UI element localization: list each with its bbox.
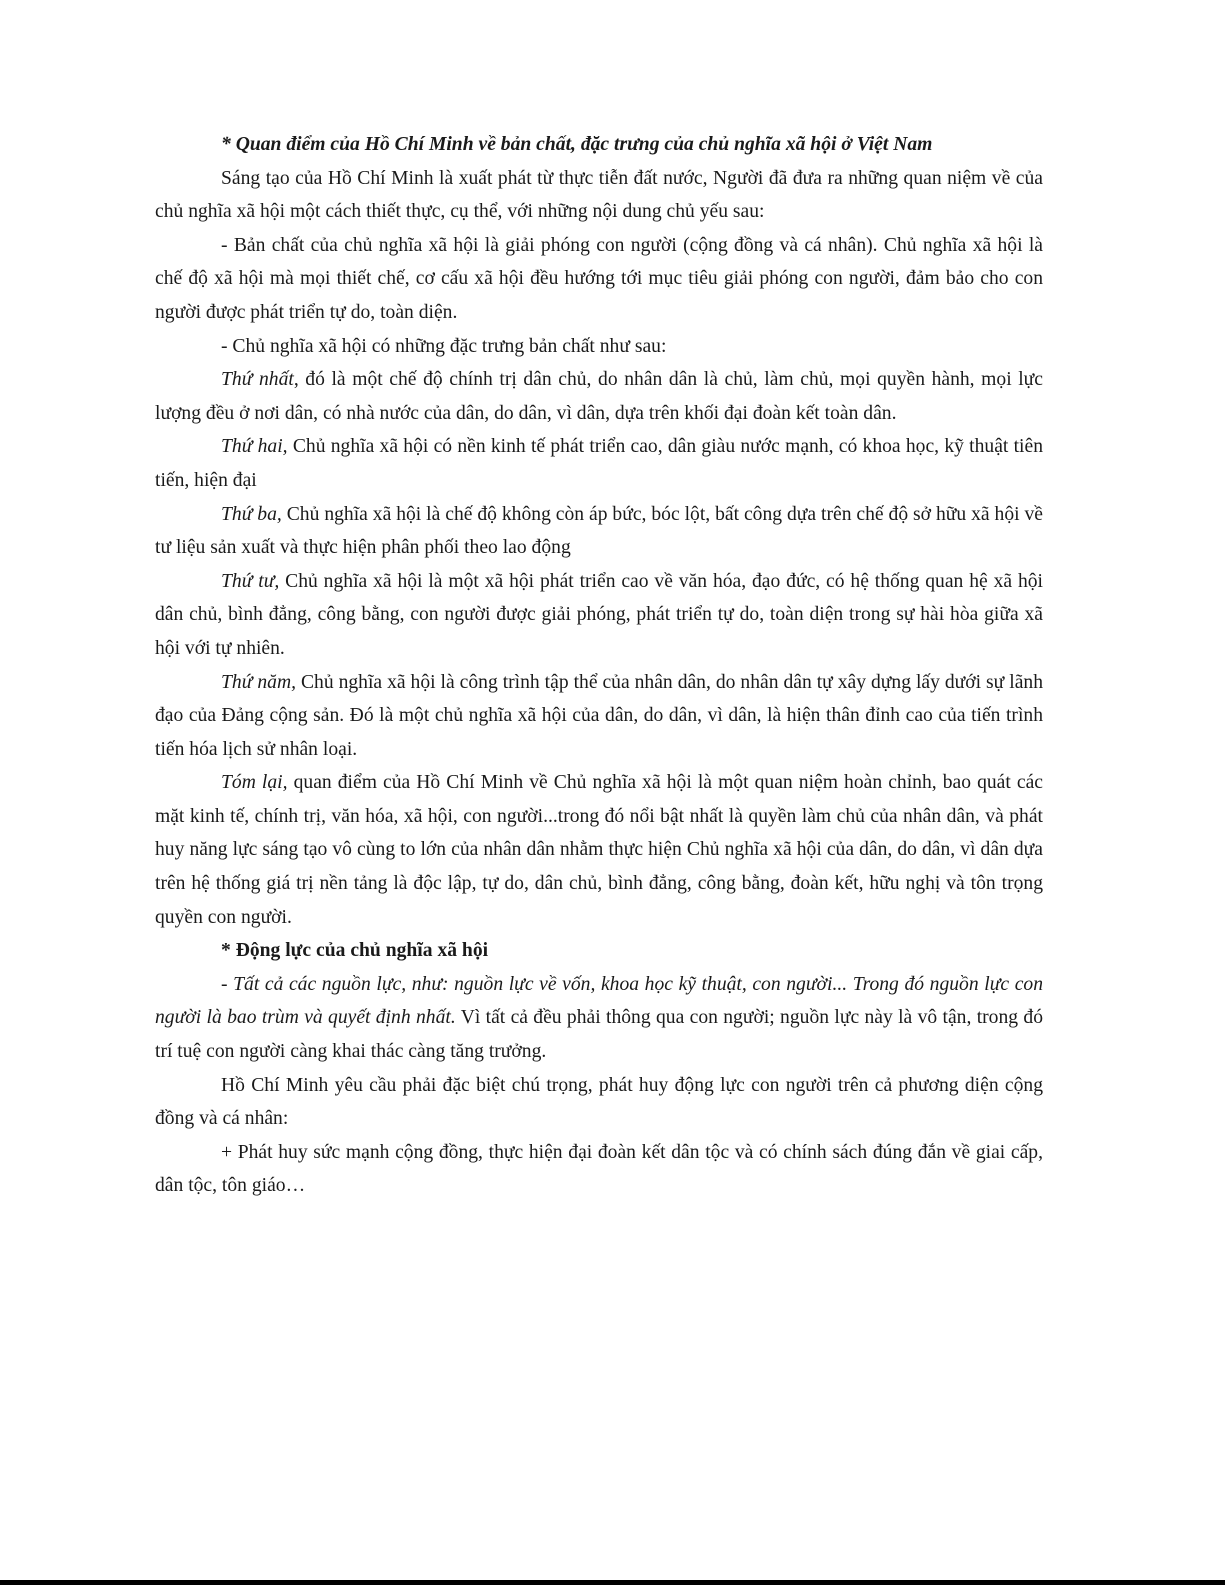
paragraph-features-intro: - Chủ nghĩa xã hội có những đặc trưng bản chất như sau:: [221, 335, 667, 357]
paragraph-requirement: Hồ Chí Minh yêu cầu phải đặc biệt chú trọng, phát huy động lực con người trên cả phương diện cộng đồng và cá nhân:: [155, 1074, 1043, 1130]
feature-third-lead: Thứ ba,: [221, 503, 282, 525]
feature-fourth: [155, 565, 1043, 666]
feature-second-text: Chủ nghĩa xã hội có nền kinh tế phát triển cao, dân giàu nước mạnh, có khoa học, kỹ thuật tiên tiến, hiện đại: [155, 436, 1043, 491]
feature-second-lead: Thứ hai,: [221, 436, 288, 458]
feature-first-lead: Thứ nhất: [221, 369, 294, 391]
paragraph-nature: - Bản chất của chủ nghĩa xã hội là giải phóng con người (cộng đồng và cá nhân). Chủ nghĩa xã hội là chế độ xã hội mà mọi thiết chế, cơ cấu xã hội đều hướng tới mục tiêu giải phóng con người, đảm bảo cho con người được phát triển tự do, toàn diện.: [155, 234, 1043, 323]
section-heading-motivation: * Động lực của chủ nghĩa xã hội: [221, 940, 489, 962]
feature-third-text: Chủ nghĩa xã hội là chế độ không còn áp bức, bóc lột, bất công dựa trên chế độ sở hữu xã hội về tư liệu sản xuất và thực hiện phân phối theo lao động: [155, 503, 1043, 559]
feature-third: [155, 498, 1043, 565]
paragraph-community: + Phát huy sức mạnh cộng đồng, thực hiện đại đoàn kết dân tộc và có chính sách đúng đắn về giai cấp, dân tộc, tôn giáo…: [155, 1141, 1043, 1197]
resources-italic: - Tất cả các nguồn lực, như: nguồn lực về vốn, khoa học kỹ thuật, con người... Trong đó nguồn lực con người là bao trùm và quyết định nhất.: [155, 973, 1043, 1029]
feature-first: [155, 363, 1043, 430]
document-page: [155, 128, 1043, 1203]
feature-first-text: , đó là một chế độ chính trị dân chủ, do nhân dân là chủ, làm chủ, mọi quyền hành, mọi lực lượng đều ở nơi dân, có nhà nước của dân, do dân, vì dân, dựa trên khối đại đoàn kết toàn dân.: [155, 369, 1043, 424]
resources-text: Vì tất cả đều phải thông qua con người; nguồn lực này là vô tận, trong đó trí tuệ con người càng khai thác càng tăng trưởng.: [155, 1007, 1044, 1063]
summary-lead: Tóm lại,: [221, 772, 288, 794]
page-bottom-border: [0, 1580, 1225, 1585]
feature-second: [155, 430, 1043, 497]
summary-text: quan điểm của Hồ Chí Minh về Chủ nghĩa xã hội là một quan niệm hoàn chỉnh, bao quát các mặt kinh tế, chính trị, văn hóa, xã hội, con người...trong đó nổi bật nhất là quyền làm chủ của nhân dân, và phát huy năng lực sáng tạo vô cùng to lớn của nhân dân nhằm thực hiện Chủ nghĩa xã hội của dân, do dân, vì dân dựa trên hệ thống giá trị nền tảng là độc lập, tự do, dân chủ, bình đẳng, công bằng, đoàn kết, hữu nghị và tôn trọng quyền con người.: [155, 772, 1043, 928]
feature-fourth-text: Chủ nghĩa xã hội là một xã hội phát triển cao về văn hóa, đạo đức, có hệ thống quan hệ xã hội dân chủ, bình đẳng, công bằng, con người được giải phóng, phát triển tự do, toàn diện trong sự hài hòa giữa xã hội với tự nhiên.: [155, 570, 1043, 659]
feature-fifth: [155, 666, 1043, 767]
paragraph-summary: [155, 766, 1043, 934]
section-heading-nature: * Quan điểm của Hồ Chí Minh về bản chất, đặc trưng của chủ nghĩa xã hội ở Việt Nam: [221, 134, 933, 155]
feature-fifth-lead: Thứ năm,: [221, 671, 296, 693]
paragraph-resources: [155, 968, 1043, 1069]
feature-fourth-lead: Thứ tư,: [221, 570, 280, 592]
feature-fifth-text: Chủ nghĩa xã hội là công trình tập thể của nhân dân, do nhân dân tự xây dựng lấy dưới sự lãnh đạo của Đảng cộng sản. Đó là một chủ nghĩa xã hội của dân, do dân, vì dân, là hiện thân đỉnh cao của tiến trình tiến hóa lịch sử nhân loại.: [155, 671, 1044, 760]
paragraph-intro: Sáng tạo của Hồ Chí Minh là xuất phát từ thực tiễn đất nước, Người đã đưa ra những quan niệm về của chủ nghĩa xã hội một cách thiết thực, cụ thể, với những nội dung chủ yếu sau:: [155, 167, 1043, 223]
